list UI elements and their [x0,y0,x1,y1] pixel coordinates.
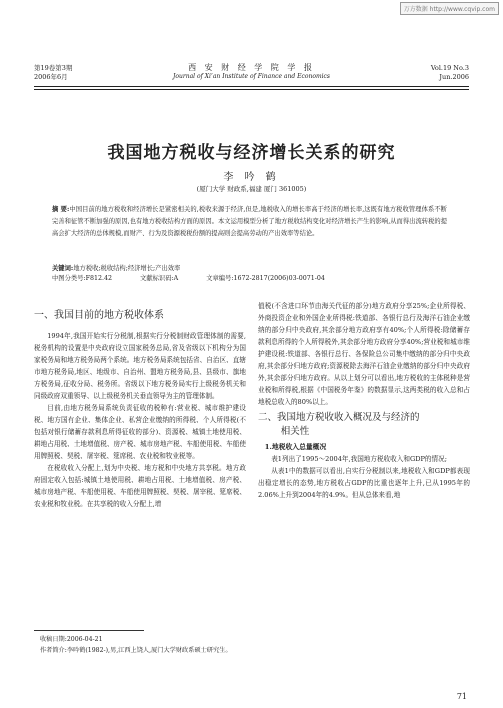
header-rule [34,86,469,87]
header-date-en: Jun.2006 [439,73,469,81]
journal-name-cn: 西 安 财 经 学 院 学 报 [188,63,315,72]
header-rule-thin [34,89,469,90]
paragraph: 在税收收入分配上,划为中央税、地方税和中央地方共享税。地方政府固定收入包括:城镇土地使用税、耕地占用税、土地增值税、房产税、城市房地产税、车船使用税、车船使用牌照税、契税、屠宰税、筵席税、农业税和牧业税。在共享税的收入分配上,增 [34,464,246,508]
paper-title: 我国地方税收与经济增长关系的研究 [107,143,396,163]
journal-name-en: Journal of Xi’an Institute of Finance and Economics [172,73,330,80]
paper-author: 李 吟 鹤 [223,172,280,183]
keywords [52,264,447,274]
author-bio: 作者简介:李吟鹤(1982-),男,江西上饶人,厦门大学财政系硕士研究生。 [40,647,232,654]
subsection-heading: 1.地税收入总量概况 [264,443,327,451]
section-2-heading-line1: 二、我国地方税收收入概况及与经济的 [258,412,420,423]
paragraph: 目前,由地方税务局系统负责征收的税种有:营业税、城市维护建设税、地方国有企业、集体企业、私营企业缴纳的所得税、个人所得税(不包括对银行储蓄存款利息所得征收的部分)、资源税、城镇土地使用税、耕地占用税、土地增值税、房产税、城市房地产税、车船使用税、车船使用牌照税、契税、屠宰税、筵席税、农业税和牧业税等。 [34,404,246,460]
classification-line [52,274,447,284]
header-volume-info-en [431,64,469,82]
document-code: 文献标识码:A [140,275,179,282]
footnote-rule [34,630,144,631]
paragraph-continued: 值税(不含进口环节由海关代征的部分)地方政府分享25%;企业所得税、外商投资企业和外国企业所得税:铁道部、各银行总行及海洋石油企业缴纳的部分归中央政府,其余部分地方政府享有40%;个人所得税:除储蓄存款利息所得的个人所得税外,其余部分地方政府分享40%;营业税和城市维护建设税:铁道部、各银行总行、各保险总公司集中缴纳的部分归中央政府,其余部分归地方政府;资源税除去海洋石油企业缴纳的部分归中央政府外,其余部分归地方政府。从以上划分可以看出,地方税收的主体税种是营业税和所得税,根据《中国税务年鉴》的数据显示,这两类税的收入总和占地税总收入的80%以上。 [258,302,470,406]
article-number: 文章编号:1672-2817(2006)03-0071-04 [206,275,325,282]
abstract [52,204,447,240]
left-column [34,308,246,510]
journal-header [0,62,503,80]
received-date: 收稿日期:2006-04-21 [40,636,103,643]
header-date: 2006年6月 [34,73,68,81]
section-2-heading [258,411,470,439]
abstract-label: 摘 要: [52,206,70,213]
footnote [40,634,232,656]
section-2-heading-line2: 相关性 [280,426,310,437]
author-affiliation: (厦门大学 财政系,福建 厦门 361005) [196,185,307,193]
watermark: 万方数据 http://www.cqvip.com [400,2,499,15]
keywords-label: 关键词: [52,265,74,272]
section-1-heading: 一、我国目前的地方税收体系 [34,310,164,321]
paragraph: 1994年,我国开始实行分税制,根据实行分税制财政管理体制的需要,税务机构的设置是中央政府设立国家税务总局,省及省级以下机构分为国家税务局和地方税务局两个系统。地方税务局系统包括省、自治区、直辖市地方税务局,地区、地级市、自治州、盟地方税务局,县、县级市、旗地方税务局,征收分局、税务所。省级以下地方税务局实行上级税务机关和同级政府双重领导、以上级税务机关垂直领导为主的管理体制。 [34,332,246,400]
right-column [258,300,470,501]
clc-number: 中图分类号:F812.42 [52,275,113,282]
paragraph: 表1列出了1995～2004年,我国地方税收收入和GDP的情况; [271,455,447,463]
header-volume-en: Vol.19 No.3 [430,64,469,72]
keywords-text: 地方税收;税收结构;经济增长;产出效率 [73,265,181,272]
header-volume: 第19卷第3期 [34,64,73,72]
paragraph: 从表1中的数据可以看出,自实行分税制以来,地税收入和GDP都表现出稳定增长的态势,地方税收占GDP的比重也逐年上升,已从1995年的2.06%上升到2004年的4.9%。但从总体来看,地 [258,467,470,499]
abstract-text: 中国目前的地方税收和经济增长是紧密相关的,税收来源于经济,但是,地税收入的增长率高于经济的增长率,这既有地方税收管理体系不断完善和征管不断加强的原因,也有地方税收结构方面的原因。本文运用模型分析了地方税收结构变化对经济增长产生的影响,从而得出流转税的提高会扩大经济的总体规模,而财产、行为及资源税税份额的提高则会提高劳动的产出效率等结论。 [52,206,447,237]
page-number: 71 [456,692,467,701]
